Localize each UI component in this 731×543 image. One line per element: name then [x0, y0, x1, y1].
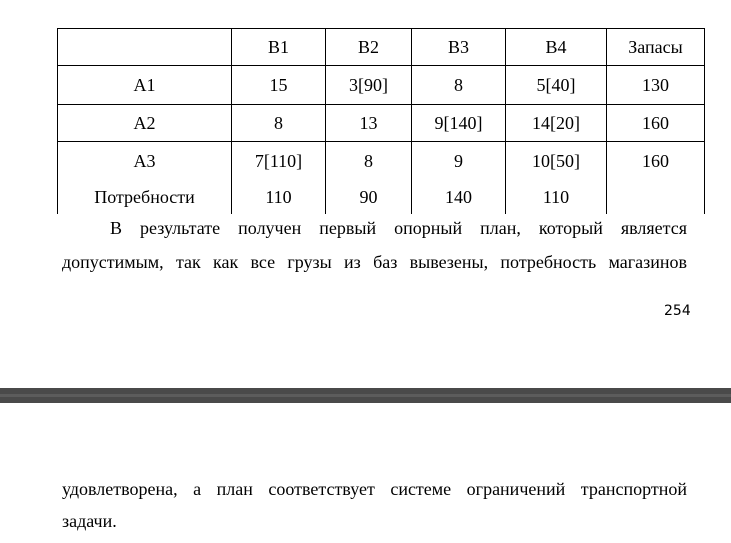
table-header-cell: Запасы: [607, 29, 705, 66]
table-cell: 3[90]: [326, 66, 412, 105]
transport-table: [57, 28, 705, 214]
table-cell: 15: [232, 66, 326, 105]
table-cell: 8: [232, 105, 326, 142]
table-cell: 5[40]: [506, 66, 607, 105]
table-cell: 140: [412, 180, 506, 214]
page-break-separator: [0, 388, 731, 403]
paragraph-line: задачи.: [62, 511, 117, 531]
table-cell: 14[20]: [506, 105, 607, 142]
paragraph-line: В результате получен первый опорный план, который является: [110, 218, 687, 238]
table-cell: 13: [326, 105, 412, 142]
table-cell: [58, 29, 232, 66]
table-cell: 8: [412, 66, 506, 105]
table-cell: 110: [506, 180, 607, 214]
table-row: [58, 66, 705, 105]
table-row: [58, 105, 705, 142]
table-cell: 9[140]: [412, 105, 506, 142]
table-cell: 160: [607, 105, 705, 142]
table-row: [58, 142, 705, 181]
table-cell: 130: [607, 66, 705, 105]
paragraph-line: допустимым, так как все грузы из баз вывезены, потребность магазинов: [62, 252, 687, 272]
table-header-cell: B4: [506, 29, 607, 66]
table-cell: 7[110]: [232, 142, 326, 181]
table-cell: Потребности: [58, 180, 232, 214]
table-header-cell: B2: [326, 29, 412, 66]
table-cell: 10[50]: [506, 142, 607, 181]
table-cell: A2: [58, 105, 232, 142]
table-cell: 160: [607, 142, 705, 181]
table-cell: A1: [58, 66, 232, 105]
table-cell: 110: [232, 180, 326, 214]
table-header-cell: B1: [232, 29, 326, 66]
table-cell: 90: [326, 180, 412, 214]
table-header-cell: B3: [412, 29, 506, 66]
table-cell: 9: [412, 142, 506, 181]
table-cell: A3: [58, 142, 232, 181]
page-number: 254: [664, 303, 691, 319]
table-row: [58, 180, 705, 214]
paragraph-line: удовлетворена, а план соответствует системе ограничений транспортной: [62, 479, 687, 499]
table-cell: [607, 180, 705, 214]
table-cell: 8: [326, 142, 412, 181]
table-header-row: [58, 29, 705, 66]
